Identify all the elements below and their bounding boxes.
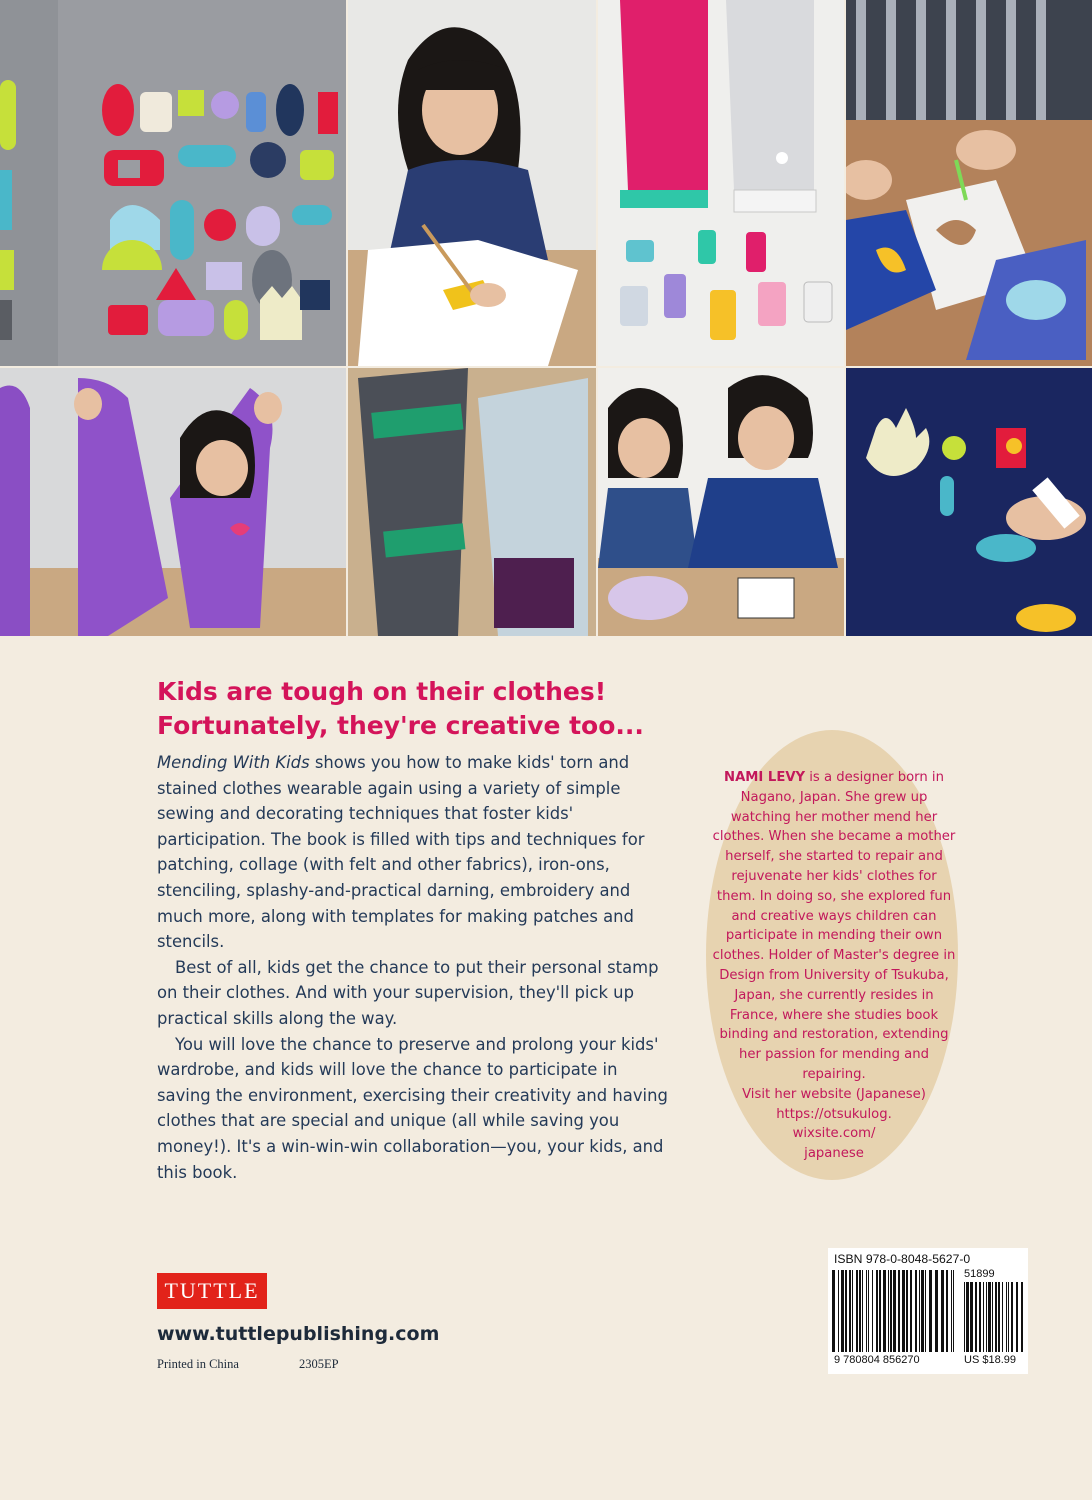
isbn-barcode	[832, 1270, 956, 1352]
book-description	[157, 750, 672, 1185]
description-paragraph-2: Best of all, kids get the chance to put their personal stamp on their clothes. And with your supervision, they'll pick up practical skills along the way.	[157, 957, 659, 1028]
girl-holding-sweater-photo	[0, 368, 346, 636]
patched-pants-photo	[348, 368, 596, 636]
leggings-cuffs-photo	[598, 0, 844, 366]
publisher-website[interactable]: www.tuttlepublishing.com	[157, 1323, 440, 1345]
description-paragraph-3: You will love the chance to preserve and prolong your kids' wardrobe, and kids will love the chance to participate in saving the environment, exercising their creativity and having clothes that are special and unique (all while saving you money!). It's a win-win-win collaboration—you, your kids, and this book.	[157, 1034, 668, 1182]
print-info	[157, 1357, 457, 1372]
author-website-line-2: wixsite.com/	[792, 1126, 876, 1142]
headline	[157, 675, 777, 743]
author-website-line-1: https://otsukulog.	[776, 1106, 892, 1122]
description-paragraph-1	[157, 750, 672, 955]
price-code: 51899	[964, 1268, 995, 1280]
barcode-price: US $18.99	[964, 1354, 1016, 1366]
description-paragraph-1-text: shows you how to make kids' torn and stained clothes wearable again using a variety of simple sewing and decorating techniques that foster kids' participation. The book is filled with tips and techniques for patching, collage (with felt and other fabrics), iron-ons, stenciling, splashy-and-practical darning, embroidery and much more, along with templates for making patches and stencils.	[157, 753, 645, 952]
headline-line-1: Kids are tough on their clothes!	[157, 677, 607, 706]
felt-on-pants-photo	[846, 368, 1092, 636]
author-website-label: Visit her website (Japanese)	[742, 1086, 926, 1102]
barcode-number: 9 780804 856270	[834, 1354, 920, 1366]
author-website-line-3: japanese	[804, 1146, 864, 1162]
isbn-text: ISBN 978-0-8048-5627-0	[834, 1252, 971, 1266]
printed-in: Printed in China	[157, 1357, 239, 1371]
author-bio	[710, 768, 958, 1164]
barcode-box	[828, 1248, 1028, 1374]
author-name: NAMI LEVY	[724, 770, 806, 785]
felt-shapes-photo	[0, 0, 346, 366]
author-bio-text: is a designer born in Nagano, Japan. She grew up watching her mother mend her clothes. When she became a mother herself, she started to repair and rejuvenate her kids' clothes for them. In doing so, she explored fun and creative ways children can participate in mending their own clothes. Holder of Master's degree in Design from University of Tsukuba, Japan, she currently resides in France, where she studies book binding and restoration, extending her passion for mending and repairing.	[712, 770, 956, 1082]
girl-painting-shirt-photo	[348, 0, 596, 366]
tuttle-logo: TUTTLE	[157, 1273, 267, 1309]
print-code: 2305EP	[299, 1357, 339, 1371]
headline-line-2: Fortunately, they're creative too...	[157, 711, 644, 740]
photo-collage	[0, 0, 1092, 636]
cutting-stencils-photo	[846, 0, 1092, 366]
book-title: Mending With Kids	[157, 753, 310, 772]
price-barcode	[964, 1282, 1024, 1352]
author-bio-body	[710, 768, 958, 1085]
kids-drawing-photo	[598, 368, 844, 636]
